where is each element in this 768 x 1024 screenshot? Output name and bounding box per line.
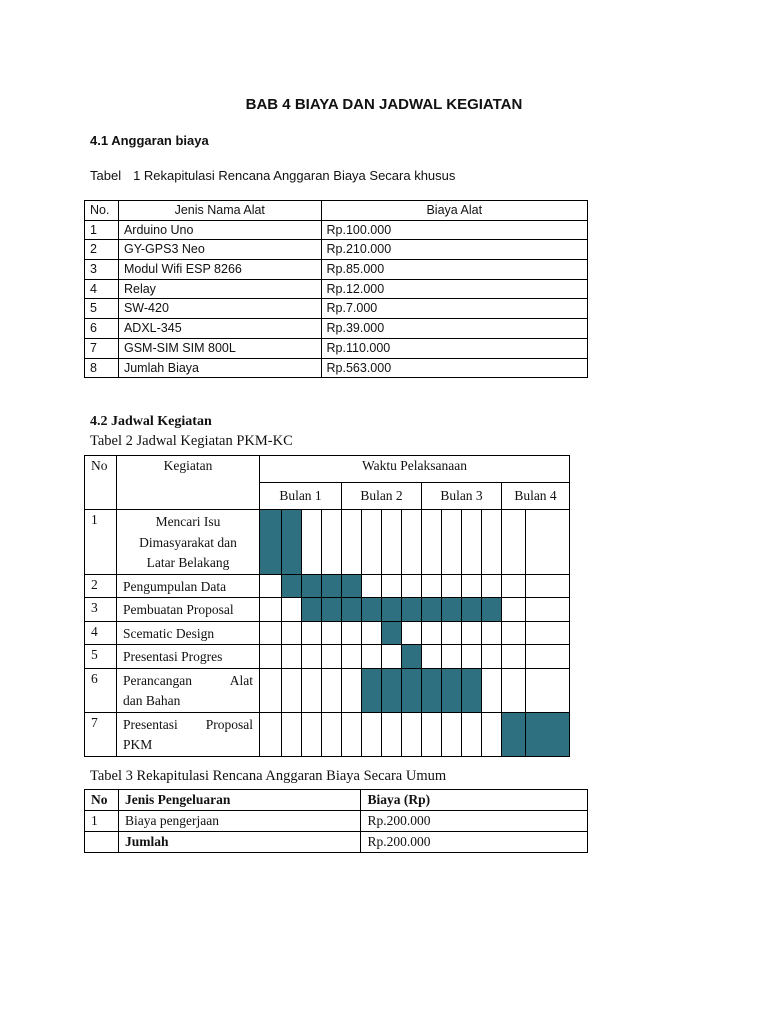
gantt-bar-cell <box>422 598 442 622</box>
activity-line: Perancangan Alat <box>123 672 253 688</box>
item-name: Relay <box>118 279 321 299</box>
week-cell <box>526 510 570 575</box>
week-cell <box>282 645 302 669</box>
page-title: BAB 4 BIAYA DAN JADWAL KEGIATAN <box>245 96 523 113</box>
activity-line: Mencari Isu <box>155 514 221 529</box>
schedule-row <box>85 645 570 669</box>
table-row <box>85 260 588 280</box>
week-cell <box>526 621 570 645</box>
header-expense-type: Jenis Pengeluaran <box>118 790 361 811</box>
week-cell <box>382 510 402 575</box>
table-header-row <box>85 201 588 221</box>
activity-line: Latar Belakang <box>146 555 230 570</box>
activity-no: 5 <box>85 645 117 669</box>
week-cell <box>422 712 442 756</box>
gantt-bar-cell <box>322 598 342 622</box>
gantt-bar-cell <box>282 510 302 575</box>
week-cell <box>526 668 570 712</box>
budget-specific-table <box>84 200 588 378</box>
month-header-2: Bulan 2 <box>342 483 422 510</box>
gantt-bar-cell <box>382 598 402 622</box>
activity-no: 1 <box>85 510 117 575</box>
week-cell <box>462 574 482 598</box>
week-cell <box>526 574 570 598</box>
week-cell <box>402 510 422 575</box>
week-cell <box>422 645 442 669</box>
week-cell <box>282 598 302 622</box>
table-row <box>85 832 588 853</box>
week-cell <box>442 510 462 575</box>
gantt-bar-cell <box>442 668 462 712</box>
row-no <box>85 832 119 853</box>
row-no: 1 <box>85 811 119 832</box>
week-cell <box>362 510 382 575</box>
gantt-bar-cell <box>302 598 322 622</box>
schedule-row <box>85 712 570 756</box>
week-cell <box>502 621 526 645</box>
activity-no: 4 <box>85 621 117 645</box>
row-no: 8 <box>85 358 119 378</box>
schedule-row <box>85 621 570 645</box>
week-cell <box>526 645 570 669</box>
week-cell <box>422 510 442 575</box>
section-heading-schedule: 4.2 Jadwal Kegiatan <box>90 414 212 429</box>
week-cell <box>302 668 322 712</box>
activity-name <box>117 510 260 575</box>
week-cell <box>342 668 362 712</box>
week-cell <box>322 621 342 645</box>
schedule-gantt-table <box>84 455 570 757</box>
item-name: SW-420 <box>118 299 321 319</box>
week-cell <box>482 621 502 645</box>
week-cell <box>422 621 442 645</box>
week-cell <box>502 645 526 669</box>
row-no: 4 <box>85 279 119 299</box>
header-no: No <box>85 790 119 811</box>
gantt-bar-cell <box>402 598 422 622</box>
week-cell <box>342 645 362 669</box>
gantt-bar-cell <box>462 668 482 712</box>
gantt-bar-cell <box>382 621 402 645</box>
week-cell <box>502 598 526 622</box>
activity-name <box>117 645 260 669</box>
month-header-1: Bulan 1 <box>260 483 342 510</box>
gantt-bar-cell <box>322 574 342 598</box>
item-name: Modul Wifi ESP 8266 <box>118 260 321 280</box>
activity-line: PKM <box>123 737 153 752</box>
item-cost: Rp.12.000 <box>321 279 587 299</box>
week-cell <box>260 574 282 598</box>
gantt-bar-cell <box>422 668 442 712</box>
week-cell <box>302 621 322 645</box>
item-cost: Rp.85.000 <box>321 260 587 280</box>
table-row <box>85 220 588 240</box>
activity-line: Dimasyarakat dan <box>139 534 237 550</box>
week-cell <box>342 621 362 645</box>
activity-name <box>117 621 260 645</box>
week-cell <box>260 668 282 712</box>
week-cell <box>482 668 502 712</box>
table-row <box>85 811 588 832</box>
week-cell <box>442 621 462 645</box>
week-cell <box>482 574 502 598</box>
expense-cost: Rp.200.000 <box>361 811 588 832</box>
row-no: 5 <box>85 299 119 319</box>
week-cell <box>260 645 282 669</box>
table-row <box>85 358 588 378</box>
week-cell <box>342 510 362 575</box>
schedule-row <box>85 574 570 598</box>
week-cell <box>362 712 382 756</box>
week-cell <box>342 712 362 756</box>
expense-type: Biaya pengerjaan <box>118 811 361 832</box>
header-item-name: Jenis Nama Alat <box>118 201 321 221</box>
week-cell <box>322 712 342 756</box>
week-cell <box>502 668 526 712</box>
week-cell <box>322 645 342 669</box>
week-cell <box>462 645 482 669</box>
gantt-bar-cell <box>526 712 570 756</box>
gantt-bar-cell <box>282 574 302 598</box>
week-cell <box>502 574 526 598</box>
activity-name <box>117 712 260 756</box>
item-cost: Rp.39.000 <box>321 319 587 339</box>
table1-caption-text: 1 Rekapitulasi Rencana Anggaran Biaya Secara khusus <box>133 168 456 183</box>
header-no: No <box>85 456 117 510</box>
gantt-bar-cell <box>482 598 502 622</box>
week-cell <box>442 645 462 669</box>
week-cell <box>362 574 382 598</box>
week-cell <box>402 574 422 598</box>
header-item-cost: Biaya Alat <box>321 201 587 221</box>
week-cell <box>322 668 342 712</box>
table2-caption: Tabel 2 Jadwal Kegiatan PKM-KC <box>90 433 293 449</box>
activity-no: 2 <box>85 574 117 598</box>
week-cell <box>322 510 342 575</box>
table-row <box>85 240 588 260</box>
week-cell <box>482 510 502 575</box>
gantt-bar-cell <box>382 668 402 712</box>
gantt-bar-cell <box>402 645 422 669</box>
gantt-bar-cell <box>442 598 462 622</box>
header-activity: Kegiatan <box>117 456 260 510</box>
item-name: GSM-SIM SIM 800L <box>118 338 321 358</box>
week-cell <box>382 574 402 598</box>
row-no: 6 <box>85 319 119 339</box>
table3-caption: Tabel 3 Rekapitulasi Rencana Anggaran Biaya Secara Umum <box>90 768 447 784</box>
week-cell <box>282 712 302 756</box>
table-row <box>85 338 588 358</box>
item-cost: Rp.110.000 <box>321 338 587 358</box>
activity-no: 6 <box>85 668 117 712</box>
gantt-bar-cell <box>362 598 382 622</box>
activity-no: 3 <box>85 598 117 622</box>
activity-line: Pengumpulan Data <box>123 578 227 594</box>
item-name: GY-GPS3 Neo <box>118 240 321 260</box>
gantt-bar-cell <box>342 574 362 598</box>
week-cell <box>462 510 482 575</box>
schedule-row <box>85 668 570 712</box>
week-cell <box>502 510 526 575</box>
expense-type: Jumlah <box>118 832 361 853</box>
row-no: 2 <box>85 240 119 260</box>
week-cell <box>422 574 442 598</box>
week-cell <box>402 621 422 645</box>
week-cell <box>462 712 482 756</box>
table-header-row <box>85 456 570 483</box>
gantt-bar-cell <box>302 574 322 598</box>
week-cell <box>260 712 282 756</box>
activity-line: Presentasi Proposal <box>123 716 253 732</box>
week-cell <box>482 712 502 756</box>
week-cell <box>260 598 282 622</box>
header-cost: Biaya (Rp) <box>361 790 588 811</box>
table-header-row <box>85 790 588 811</box>
item-name: ADXL-345 <box>118 319 321 339</box>
table-row <box>85 279 588 299</box>
row-no: 1 <box>85 220 119 240</box>
table-row <box>85 299 588 319</box>
week-cell <box>442 712 462 756</box>
item-cost: Rp.7.000 <box>321 299 587 319</box>
header-time: Waktu Pelaksanaan <box>260 456 570 483</box>
activity-name <box>117 574 260 598</box>
week-cell <box>260 621 282 645</box>
gantt-bar-cell <box>362 668 382 712</box>
week-cell <box>482 645 502 669</box>
week-cell <box>402 712 422 756</box>
week-cell <box>362 621 382 645</box>
item-cost: Rp.100.000 <box>321 220 587 240</box>
table-row <box>85 319 588 339</box>
item-cost: Rp.563.000 <box>321 358 587 378</box>
gantt-bar-cell <box>502 712 526 756</box>
item-name: Jumlah Biaya <box>118 358 321 378</box>
month-header-4: Bulan 4 <box>502 483 570 510</box>
gantt-bar-cell <box>342 598 362 622</box>
activity-line: Pembuatan Proposal <box>123 602 234 617</box>
week-cell <box>282 668 302 712</box>
week-cell <box>382 712 402 756</box>
week-cell <box>302 712 322 756</box>
gantt-bar-cell <box>402 668 422 712</box>
week-cell <box>302 510 322 575</box>
month-header-3: Bulan 3 <box>422 483 502 510</box>
week-cell <box>282 621 302 645</box>
item-name: Arduino Uno <box>118 220 321 240</box>
week-cell <box>442 574 462 598</box>
schedule-row <box>85 598 570 622</box>
activity-no: 7 <box>85 712 117 756</box>
week-cell <box>382 645 402 669</box>
gantt-bar-cell <box>260 510 282 575</box>
activity-name <box>117 598 260 622</box>
week-cell <box>462 621 482 645</box>
budget-general-table <box>84 789 588 853</box>
schedule-row <box>85 510 570 575</box>
header-no: No. <box>85 201 119 221</box>
week-cell <box>526 598 570 622</box>
item-cost: Rp.210.000 <box>321 240 587 260</box>
section-heading-budget: 4.1 Anggaran biaya <box>90 133 209 148</box>
table1-caption-label: Tabel <box>90 168 122 183</box>
expense-cost: Rp.200.000 <box>361 832 588 853</box>
row-no: 7 <box>85 338 119 358</box>
week-cell <box>302 645 322 669</box>
row-no: 3 <box>85 260 119 280</box>
activity-line: Presentasi Progres <box>123 649 223 664</box>
activity-line: Scematic Design <box>123 625 215 641</box>
activity-line: dan Bahan <box>123 693 181 708</box>
gantt-bar-cell <box>462 598 482 622</box>
week-cell <box>362 645 382 669</box>
activity-name <box>117 668 260 712</box>
table1-caption <box>90 168 455 183</box>
